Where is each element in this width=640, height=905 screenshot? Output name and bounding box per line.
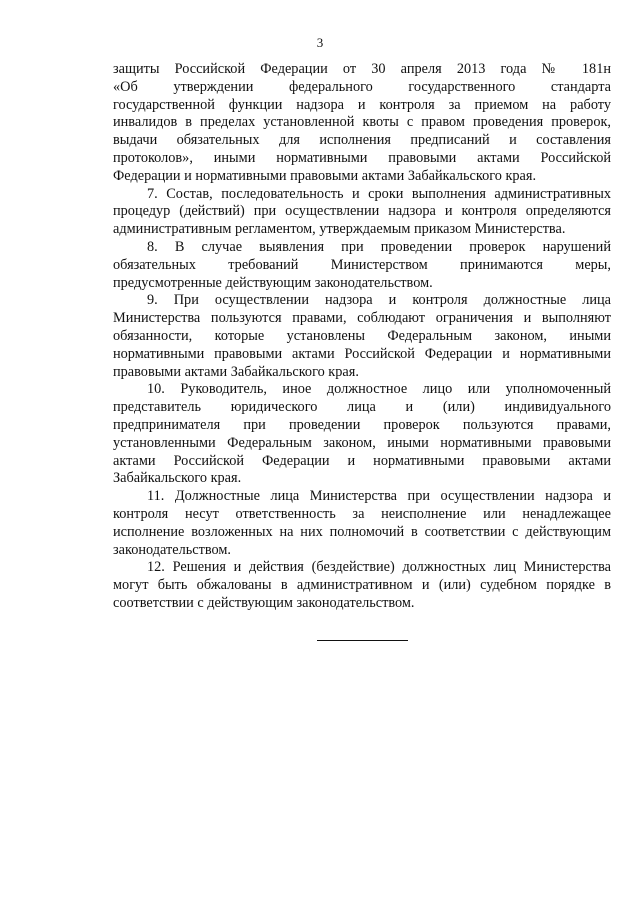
text-line: законодательством. <box>113 541 231 558</box>
paragraph-7 <box>113 186 611 239</box>
end-divider-line <box>317 640 408 641</box>
text-line: предпринимателя при проведении проверок пользуются правами, <box>113 416 611 433</box>
text-line: 7. Состав, последовательность и сроки выполнения административных <box>147 185 611 202</box>
document-body <box>113 61 611 613</box>
text-line: 8. В случае выявления при проведении проверок нарушений <box>147 238 611 255</box>
text-line: представитель юридического лица и (или) индивидуального <box>113 399 611 416</box>
text-line: Забайкальского края. <box>113 470 242 487</box>
text-line: соответствии с действующим законодательством. <box>113 594 415 611</box>
page-number: 3 <box>316 35 324 50</box>
text-line: 12. Решения и действия (бездействие) должностных лиц Министерства <box>147 559 611 576</box>
text-line: административным регламентом, утверждаемым приказом Министерства. <box>113 221 566 238</box>
text-line: 10. Руководитель, иное должностное лицо или уполномоченный <box>147 381 611 398</box>
text-line: 9. При осуществлении надзора и контроля должностные лица <box>147 292 611 309</box>
text-line: могут быть обжалованы в административном и (или) судебном порядке в <box>113 577 611 594</box>
text-line: выдачи обязательных для исполнения предписаний и составления <box>113 132 611 149</box>
text-line: обязательных требований Министерством принимаются меры, <box>113 256 611 273</box>
text-line: Федерации и нормативными правовыми актами Забайкальского края. <box>113 167 537 184</box>
text-line: предусмотренные действующим законодательством. <box>113 274 433 291</box>
paragraph-12 <box>113 559 611 612</box>
text-line: контроля несут ответственность за неисполнение или ненадлежащее <box>113 505 611 522</box>
text-line: актами Российской Федерации и нормативными правовыми актами <box>113 452 611 469</box>
paragraph-9 <box>113 292 611 381</box>
text-line: защиты Российской Федерации от 30 апреля 2013 года № 181н <box>113 61 611 77</box>
text-line: правовыми актами Забайкальского края. <box>113 363 359 380</box>
text-line: государственной функции надзора и контроля за приемом на работу <box>113 96 611 113</box>
paragraph-11 <box>113 488 611 559</box>
text-line: процедур (действий) при осуществлении надзора и контроля определяются <box>113 203 611 220</box>
text-line: инвалидов в пределах установленной квоты с правом проведения проверок, <box>113 114 611 131</box>
text-line: установленными Федеральным законом, иными нормативными правовыми <box>113 434 611 451</box>
paragraph-10 <box>113 381 611 488</box>
text-line: 11. Должностные лица Министерства при осуществлении надзора и <box>147 488 611 505</box>
paragraph-8 <box>113 239 611 292</box>
text-line: Министерства пользуются правами, соблюдают ограничения и выполняют <box>113 310 611 327</box>
text-line: протоколов», иными нормативными правовыми актами Российской <box>113 149 611 166</box>
paragraph-6-continuation <box>113 61 611 186</box>
text-line: нормативными правовыми актами Российской Федерации и нормативными <box>113 345 611 362</box>
text-line: исполнение возложенных на них полномочий в соответствии с действующим <box>113 523 611 540</box>
text-line: «Об утверждении федерального государственного стандарта <box>113 78 611 95</box>
text-line: обязанности, которые установлены Федеральным законом, иными <box>113 327 611 344</box>
